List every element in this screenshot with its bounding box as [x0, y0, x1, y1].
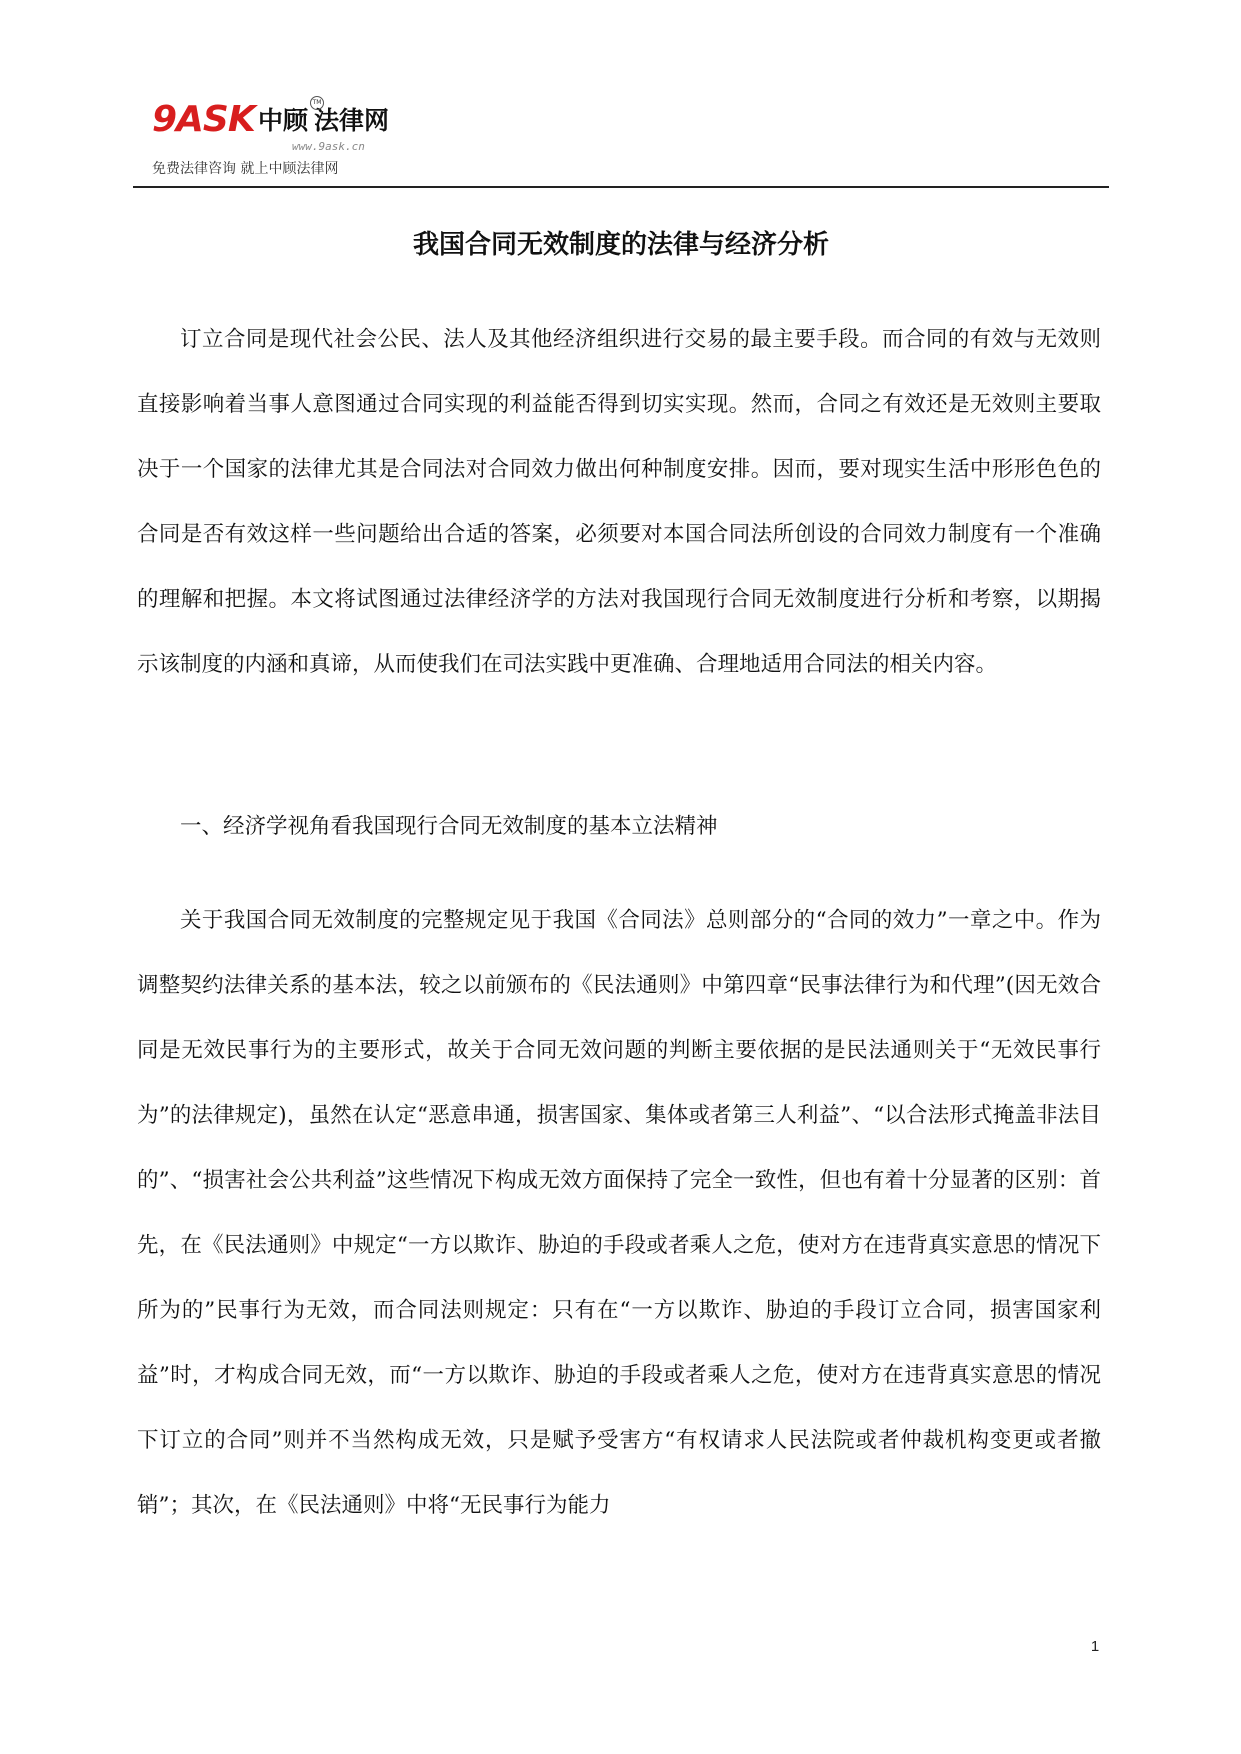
header-divider: [133, 186, 1109, 188]
body-paragraph: 关于我国合同无效制度的完整规定见于我国《合同法》总则部分的“合同的效力”一章之中。作为调整契约法律关系的基本法，较之以前颁布的《民法通则》中第四章“民事法律行为和代理”(因无效合同是无效民事行为的主要形式，故关于合同无效问题的判断主要依据的是民法通则关于“无效民事行为”的法律规定)，虽然在认定“恶意串通，损害国家、集体或者第三人利益”、“以合法形式掩盖非法目的”、“损害社会公共利益”这些情况下构成无效方面保持了完全一致性，但也有着十分显著的区别：首先，在《民法通则》中规定“一方以欺诈、胁迫的手段或者乘人之危，使对方在违背真实意思的情况下所为的”民事行为无效，而合同法则规定：只有在“一方以欺诈、胁迫的手段订立合同，损害国家利益”时，才构成合同无效，而“一方以欺诈、胁迫的手段或者乘人之危，使对方在违背真实意思的情况下订立的合同”则并不当然构成无效，只是赋予受害方“有权请求人民法院或者仲裁机构变更或者撤销”；其次，在《民法通则》中将“无民事行为能力: [137, 908, 1101, 1518]
logo-url: www.9ask.cn: [292, 140, 365, 153]
logo-slogan: 免费法律咨询 就上中顾法律网: [152, 161, 339, 177]
page-header: [138, 92, 1118, 184]
trademark-symbol: TM: [310, 96, 324, 110]
logo-mark: 9ASK: [152, 99, 255, 140]
page-number: 1: [1090, 1638, 1100, 1655]
logo-name: [258, 106, 389, 136]
document-title: 我国合同无效制度的法律与经济分析: [412, 230, 829, 260]
logo-name-part-1: 中顾: [258, 106, 309, 135]
site-logo[interactable]: [152, 100, 412, 180]
logo-name-part-2: 法律网: [314, 106, 390, 135]
body-paragraph: 订立合同是现代社会公民、法人及其他经济组织进行交易的最主要手段。而合同的有效与无效则直接影响着当事人意图通过合同实现的利益能否得到切实实现。然而，合同之有效还是无效则主要取决于一个国家的法律尤其是合同法对合同效力做出何种制度安排。因而，要对现实生活中形形色色的合同是否有效这样一些问题给出合适的答案，必须要对本国合同法所创设的合同效力制度有一个准确的理解和把握。本文将试图通过法律经济学的方法对我国现行合同无效制度进行分析和考察，以期揭示该制度的内涵和真谛，从而使我们在司法实践中更准确、合理地适用合同法的相关内容。: [137, 327, 1101, 677]
section-heading: 一、经济学视角看我国现行合同无效制度的基本立法精神: [180, 814, 718, 839]
